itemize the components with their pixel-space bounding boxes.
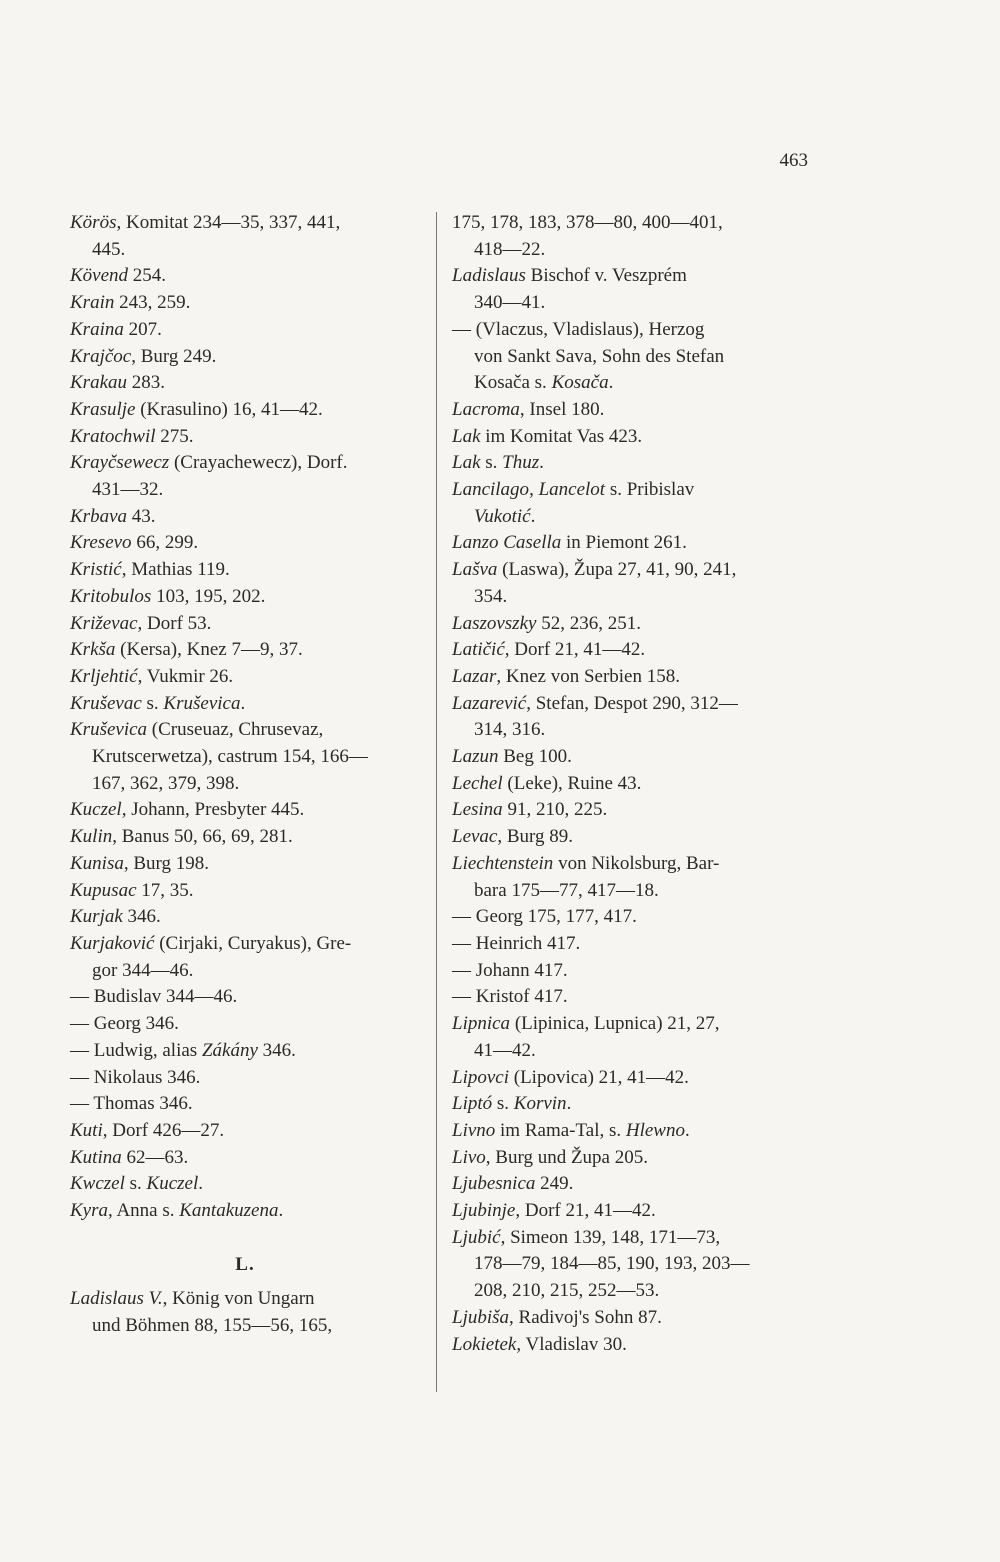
entry-text: — Heinrich 417. [452,932,581,954]
entry-head: Kulin [70,826,113,848]
section-letter: L. [235,1253,255,1275]
entry-text: Beg 100. [498,746,572,768]
index-entry [452,477,808,530]
index-entry [70,824,420,851]
index-entry [70,344,420,371]
entry-continuation [452,1278,808,1305]
entry-continuation [70,771,420,798]
entry-head: Kruševica [163,692,241,714]
entry-text: — Budislav 344—46. [70,986,238,1008]
entry-text: . [198,1173,204,1195]
index-entry [452,1145,808,1172]
index-entry [452,664,808,691]
entry-continuation [70,237,420,264]
entry-head: Lokietek [452,1333,517,1355]
entry-text: , König von Ungarn [162,1288,315,1310]
entry-text: 167, 362, 379, 398. [92,772,240,794]
entry-text: 418—22. [474,238,546,260]
index-entry [70,557,420,584]
entry-head: Laszovszky [452,612,537,634]
entry-head: Lazun [452,746,499,768]
entry-text: . [530,505,536,527]
entry-text: 346. [122,906,161,928]
index-entry [70,450,420,503]
index-entry [452,1332,808,1359]
entry-text: 175, 178, 183, 378—80, 400—401, [452,212,723,233]
entry-text: (Laswa), Župa 27, 41, 90, 241, [497,559,737,581]
entry-head: Kurjak [70,906,123,928]
left-column [70,210,420,1340]
index-entry [70,424,420,451]
entry-head: Ljubiša [452,1306,510,1328]
entry-head: Ladislaus V. [70,1288,163,1310]
entry-text: , Stefan, Despot 290, 312— [526,692,738,714]
entry-text: 249. [535,1173,574,1195]
entry-continuation [452,290,808,317]
entry-head: Liptó [452,1093,493,1115]
entry-head: Korvin [513,1093,567,1115]
index-entry [70,904,420,931]
index-entry [452,1198,808,1225]
index-entry [452,904,808,931]
entry-head: Lanzo Casella [452,532,562,554]
entry-text: Krutscerwetza), castrum 154, 166— [92,746,368,768]
entry-head: Križevac [70,612,138,634]
entry-continuation [70,958,420,985]
entry-head: Hlewno [625,1119,685,1141]
entry-text: — Thomas 346. [70,1093,193,1115]
entry-continuation [70,1313,420,1340]
entry-text: s. [141,692,164,714]
entry-head: Kunisa [70,852,124,874]
entry-text: (Cruseuaz, Chrusevaz, [147,719,324,741]
index-entry [70,370,420,397]
entry-text: 91, 210, 225. [502,799,608,821]
entry-head: Kosača [551,372,609,394]
entry-text: . [240,692,246,714]
entry-text: Bischof v. Veszprém [525,265,687,287]
index-entry [452,263,808,316]
entry-text: 62—63. [121,1146,189,1168]
entry-text: , Komitat 234—35, 337, 441, [116,212,341,233]
entry-text: (Lipovica) 21, 41—42. [509,1066,689,1088]
entry-text: 445. [92,238,126,260]
entry-continuation [452,584,808,611]
index-entry [70,584,420,611]
entry-text: s. [124,1173,147,1195]
entry-head: Kantakuzena [179,1200,279,1222]
entry-text: — Kristof 417. [452,986,568,1008]
entry-text: (Cirjaki, Curyakus), Gre- [154,932,352,954]
entry-head: Lacroma [452,398,520,420]
entry-head: Krasulje [70,398,136,420]
entry-continuation [452,504,808,531]
entry-head: Kristić [70,559,122,581]
entry-head: Lazarević [452,692,527,714]
index-entry [452,797,808,824]
entry-text: , [529,479,539,501]
entry-head: Lesina [452,799,503,821]
entry-text: 275. [155,425,194,447]
entry-head: Latičić [452,639,505,661]
entry-head: Kuczel [146,1173,199,1195]
index-entry [452,1091,808,1118]
entry-text: bara 175—77, 417—18. [474,879,659,901]
entry-head: Ljubinje [452,1200,516,1222]
entry-text: — Georg 346. [70,1013,179,1035]
entry-text: 254. [128,265,167,287]
entry-text: 431—32. [92,479,164,501]
entry-head: Kwczel [70,1173,125,1195]
entry-text: (Crayachewecz), Dorf. [169,452,348,474]
entry-head: Lazar [452,665,497,687]
entry-text: (Lipinica, Lupnica) 21, 27, [510,1013,720,1035]
entry-head: Kyra [70,1200,108,1222]
entry-head: Ljubesnica [452,1173,536,1195]
index-entry [70,1145,420,1172]
entry-text: — Georg 175, 177, 417. [452,906,637,928]
entry-head: Ljubić [452,1226,501,1248]
page-number: 463 [779,150,808,171]
entry-head: Krayčsewecz [70,452,170,474]
entry-continuation [452,878,808,905]
entry-head: Kritobulos [70,585,152,607]
entry-text: 17, 35. [136,879,194,901]
entry-text: , Dorf 53. [137,612,212,634]
entry-text: . [608,372,614,394]
entry-text: , Burg und Župa 205. [485,1146,648,1168]
index-entry [70,1118,420,1145]
index-entry [452,637,808,664]
index-entry [70,1091,420,1118]
entry-text: 340—41. [474,292,546,314]
entry-head: Kratochwil [70,425,156,447]
entry-text: im Rama-Tal, s. [495,1119,626,1141]
entry-text: — (Vlaczus, Vladislaus), Herzog [452,318,705,340]
index-entry [70,1171,420,1198]
entry-continuation [452,370,808,397]
entry-text: . [539,452,544,474]
entry-head: Krljehtić [70,665,138,687]
entry-text: , Dorf 21, 41—42. [504,639,646,661]
entry-text: — Nikolaus 346. [70,1066,201,1088]
index-entry [70,691,420,718]
entry-text: (Kersa), Knez 7—9, 37. [115,639,303,661]
index-entry [452,530,808,557]
entry-text: 346. [257,1039,296,1061]
entry-head: Körös [70,212,117,233]
index-entry [452,984,808,1011]
index-entry [70,664,420,691]
entry-head: Lipnica [452,1013,511,1035]
entry-text: , Vladislav 30. [516,1333,627,1355]
entry-text: , Radivoj's Sohn 87. [509,1306,662,1328]
entry-text: , Dorf 21, 41—42. [515,1200,656,1222]
index-entry [452,397,808,424]
index-entry [70,530,420,557]
entry-text: s. Pribislav [605,479,695,501]
entry-text: (Krasulino) 16, 41—42. [135,398,323,420]
entry-continuation [452,1251,808,1278]
entry-text: , Dorf 426—27. [102,1119,225,1141]
right-column [452,210,808,1358]
index-entry [70,984,420,1011]
entry-head: Krakau [70,372,127,394]
entry-text: gor 344—46. [92,959,194,981]
entry-text: von Sankt Sava, Sohn des Stefan [474,345,725,367]
entry-text: . [278,1200,284,1222]
entry-head: Livo [452,1146,486,1168]
index-entry [70,1038,420,1065]
entry-head: Kuczel [70,799,122,821]
index-entry [70,1198,420,1225]
index-entry [452,210,808,263]
entry-text: , Burg 198. [123,852,210,874]
entry-text: von Nikolsburg, Bar- [553,852,720,874]
entry-continuation [70,477,420,504]
entry-text: , Vukmir 26. [137,665,234,687]
index-entry [70,611,420,638]
entry-head: Kruševica [70,719,148,741]
entry-head: Vukotić [474,505,531,527]
index-entry [452,824,808,851]
entry-head: Kupusac [70,879,137,901]
entry-continuation [452,1038,808,1065]
index-entry [70,637,420,664]
index-entry [452,1225,808,1305]
entry-head: Livno [452,1119,496,1141]
entry-text: , Johann, Presbyter 445. [121,799,305,821]
entry-text: 52, 236, 251. [536,612,641,634]
index-entry [452,691,808,744]
index-entry [452,450,808,477]
entry-head: Lancelot [538,479,606,501]
entry-text: 43. [127,505,156,527]
entry-head: Kresevo [70,532,132,554]
entry-text: 354. [474,585,508,607]
index-entry [70,210,420,263]
index-entry [452,611,808,638]
entry-head: Lancilago [452,479,530,501]
entry-text: 103, 195, 202. [151,585,266,607]
entry-text: 66, 299. [131,532,199,554]
entry-text: 208, 210, 215, 252—53. [474,1280,660,1302]
entry-continuation [452,344,808,371]
index-entry [452,424,808,451]
entry-text: . [684,1119,690,1141]
index-entry [452,1305,808,1332]
index-entry [452,1011,808,1064]
entry-text: 243, 259. [114,292,191,314]
index-entry [70,290,420,317]
entry-text: im Komitat Vas 423. [480,425,643,447]
entry-text: — Johann 417. [452,959,568,981]
index-entry [70,397,420,424]
entry-text: und Böhmen 88, 155—56, 165, [92,1315,333,1337]
entry-text: , Banus 50, 66, 69, 281. [112,826,293,848]
index-entry [452,771,808,798]
entry-text: 207. [123,318,162,340]
index-entry [70,317,420,344]
entry-head: Kutina [70,1146,122,1168]
index-entry [70,263,420,290]
entry-text: , Knez von Serbien 158. [496,665,680,687]
entry-text: , Mathias 119. [121,559,230,581]
index-entry [70,1286,420,1339]
index-entry [452,851,808,904]
entry-head: Kövend [70,265,129,287]
entry-head: Krbava [70,505,127,527]
index-entry [70,1011,420,1038]
entry-head: Kurjaković [70,932,155,954]
entry-text: 314, 316. [474,719,546,741]
entry-text: s. [480,452,503,474]
entry-text: , Simeon 139, 148, 171—73, [500,1226,721,1248]
index-entry [70,851,420,878]
entry-head: Kuti [70,1119,103,1141]
entry-continuation [452,717,808,744]
entry-text: Kosača s. [474,372,552,394]
entry-head: Kraina [70,318,124,340]
entry-head: Krajčoc [70,345,132,367]
entry-head: Liechtenstein [452,852,554,874]
index-entry [452,1118,808,1145]
entry-text: in Piemont 261. [561,532,687,554]
entry-head: Krkša [70,639,116,661]
entry-head: Kruševac [70,692,142,714]
entry-head: Zákány [201,1039,258,1061]
entry-text: s. [492,1093,514,1115]
entry-text: . [566,1093,572,1115]
index-entry [70,1065,420,1092]
entry-head: Thuz [502,452,540,474]
index-entry [452,557,808,610]
entry-text: 283. [127,372,165,394]
index-entry [70,717,420,797]
index-entry [452,1171,808,1198]
entry-head: Lak [452,425,481,447]
entry-head: Krain [70,292,115,314]
entry-continuation [452,237,808,264]
entry-text: , Insel 180. [519,398,605,420]
entry-text: — Ludwig, alias [70,1039,202,1061]
index-entry [452,317,808,397]
index-entry [452,931,808,958]
entry-head: Lipovci [452,1066,509,1088]
entry-head: Ladislaus [452,265,526,287]
index-entry [70,878,420,905]
entry-text: , Burg 89. [497,826,574,848]
entry-text: 41—42. [474,1039,536,1061]
entry-head: Lašva [452,559,498,581]
index-entry [70,797,420,824]
entry-text: (Leke), Ruine 43. [502,772,642,794]
index-entry [452,958,808,985]
entry-head: Lak [452,452,481,474]
entry-head: Levac [452,826,498,848]
entry-text: , Burg 249. [131,345,217,367]
index-entry [452,744,808,771]
index-entry [70,931,420,984]
index-entry [452,1065,808,1092]
column-divider [436,212,437,1392]
entry-head: Lechel [452,772,503,794]
entry-text: 178—79, 184—85, 190, 193, 203— [474,1253,750,1275]
index-entry [70,504,420,531]
entry-continuation [70,744,420,771]
entry-text: , Anna s. [108,1200,180,1222]
